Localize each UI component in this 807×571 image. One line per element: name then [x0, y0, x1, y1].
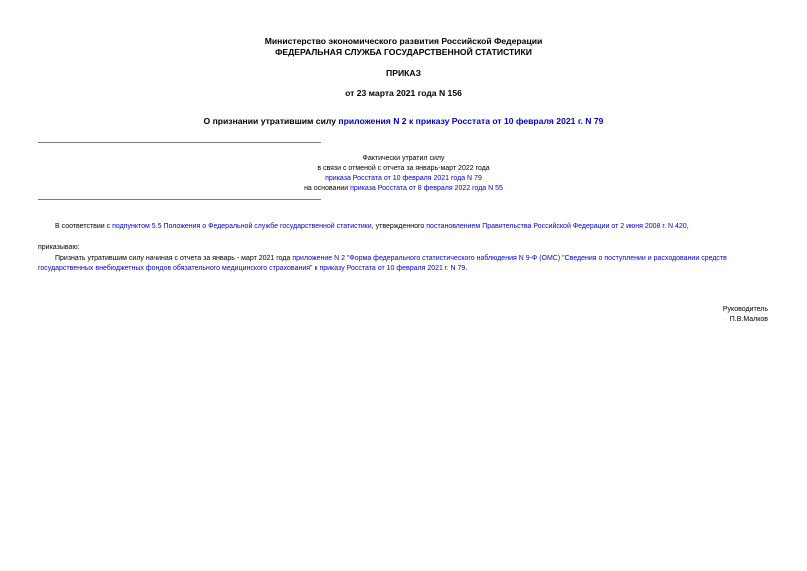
note-bottom-divider: [38, 199, 321, 200]
status-note-line1: Фактически утратил силу: [362, 155, 445, 162]
status-note-line3: [0, 174, 807, 185]
document-title: [0, 116, 807, 126]
document-date-number: от 23 марта 2021 года N 156: [345, 88, 462, 98]
annex-link-part1[interactable]: приложение N 2 "Форма федерального статистического наблюдения N 9-Ф (ОМС) "Сведения о поступлении и расходовании средств: [292, 255, 727, 262]
note-top-divider: [38, 142, 321, 143]
ministry-name: Министерство экономического развития Российской Федерации: [264, 36, 543, 46]
preamble-paragraph: [55, 222, 775, 233]
cancelled-order-link[interactable]: приказа Росстата от 10 февраля 2021 года N 79: [325, 175, 482, 182]
status-note-line4: [0, 184, 807, 195]
clause-line-2: [38, 264, 778, 275]
clause-line-1: [55, 254, 775, 265]
status-note-basis: на основании: [304, 185, 351, 192]
service-name: ФЕДЕРАЛЬНАЯ СЛУЖБА ГОСУДАРСТВЕННОЙ СТАТИСТИКИ: [275, 47, 532, 57]
document-type: ПРИКАЗ: [386, 68, 421, 78]
signatory-position: Руководитель: [722, 306, 768, 313]
government-decree-link[interactable]: постановлением Правительства Российской Федерации от 2 июня 2008 г. N 420: [426, 223, 687, 230]
preamble-text-1: В соответствии с: [55, 223, 113, 230]
annex-link-part2[interactable]: государственных внебюджетных фондов обязательного медицинского страхования" к приказу Росстата от 10 февраля 2021 г. N 79: [38, 265, 466, 272]
preamble-text-2: , утвержденного: [371, 223, 427, 230]
title-prefix: О признании утратившим силу: [203, 116, 339, 126]
basis-order-link[interactable]: приказа Росстата от 8 февраля 2022 года N 55: [350, 185, 503, 192]
title-link[interactable]: приложения N 2 к приказу Росстата от 10 февраля 2021 г. N 79: [338, 116, 604, 126]
clause-text-2: .: [465, 265, 468, 272]
order-word: приказываю:: [38, 244, 80, 251]
regulation-link[interactable]: подпунктом 5.5 Положения о Федеральной службе государственной статистики: [112, 223, 372, 230]
signatory-name: П.В.Малков: [729, 316, 768, 323]
clause-text-1: Признать утратившим силу начиная с отчета за январь - март 2021 года: [55, 255, 293, 262]
status-note-line2: в связи с отменой с отчета за январь-март 2022 года: [317, 165, 490, 172]
preamble-text-3: ,: [686, 223, 689, 230]
